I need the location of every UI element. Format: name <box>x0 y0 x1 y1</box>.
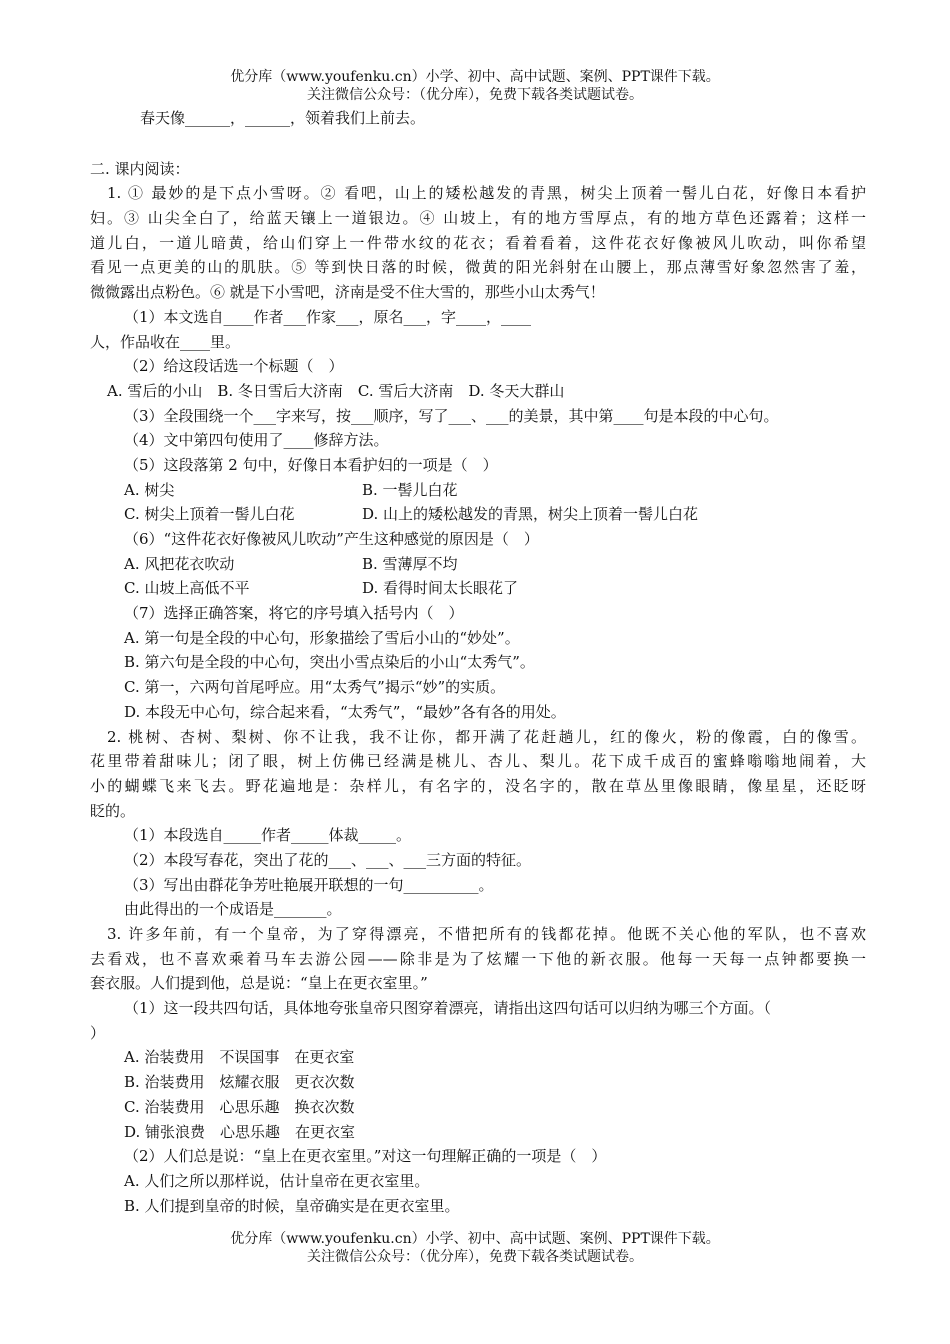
passage3-line: 套衣服。人们提到他，总是说：“皇上在更衣室里。” <box>90 974 428 993</box>
p1-question-6: （6）“这件花衣好像被风儿吹动”产生这种感觉的原因是（ ） <box>124 530 539 548</box>
passage1-line: 微微露出点粉色。⑥ 就是下小雪吧，济南是受不住大雪的，那些小山太秀气！ <box>90 283 605 302</box>
p2-question-3: （3）写出由群花争芳吐艳展开联想的一句__________。 <box>124 875 494 894</box>
option-a: A. 风把花衣吹动 <box>124 554 235 573</box>
p1-q7-option-c: C. 第一，六两句首尾呼应。用“太秀气”揭示“妙”的实质。 <box>124 678 506 697</box>
p1-question-4: （4）文中第四句使用了____修辞方法。 <box>124 431 389 450</box>
page-footer <box>0 1230 950 1266</box>
passage3-line: 去看戏，也不喜欢乘着马车去游公园——除非是为了炫耀一下他的新衣服。他每一天每一点钟都要换一 <box>90 949 866 968</box>
p2-question-4: 由此得出的一个成语是_______。 <box>124 900 342 919</box>
document-body <box>90 106 866 1218</box>
option-c: C. 树尖上顶着一髻儿白花 <box>124 505 295 524</box>
section-title: 二. 课内阅读： <box>90 159 190 178</box>
option-b: B. 雪薄厚不均 <box>362 554 458 573</box>
passage1-line: 看见一点更美的山的肌肤。⑤ 等到快日落的时候，微黄的阳光斜射在山腰上，那点薄雪好象忽然害了羞， <box>90 258 866 277</box>
p3-q1-option: D. 铺张浪费 心思乐趣 在更衣室 <box>124 1122 356 1141</box>
p3-q1-option: B. 治装费用 炫耀衣服 更衣次数 <box>124 1073 355 1092</box>
passage1-line: 道儿白，一道儿暗黄，给山们穿上一件带水纹的花衣；看着看着，这件花衣好像被风儿吹动，叫你希望 <box>90 233 866 252</box>
header-line-2: 关注微信公众号：（优分库），免费下载各类试题试卷。 <box>307 87 643 103</box>
passage2-line: 小的蝴蝶飞来飞去。野花遍地是：杂样儿，有名字的，没名字的，散在草丛里像眼睛，像星星，还眨呀 <box>90 776 866 795</box>
header-line-1: 优分库（www.youfenku.cn）小学、初中、高中试题、案例、PPT课件下载。 <box>230 69 720 85</box>
option-b: B. 一髻儿白花 <box>362 480 458 499</box>
p1-question-2-options: A. 雪后的小山 B. 冬日雪后大济南 C. 雪后大济南 D. 冬天大群山 <box>107 381 565 400</box>
p3-question-1b: ） <box>90 1023 106 1042</box>
p1-q7-option-b: B. 第六句是全段的中心句，突出小雪点染后的小山“太秀气”。 <box>124 653 535 672</box>
p2-question-2: （2）本段写春花，突出了花的___、___、___三方面的特征。 <box>124 850 532 869</box>
p3-q1-option: C. 治装费用 心思乐趣 换衣次数 <box>124 1097 355 1116</box>
option-c: C. 山坡上高低不平 <box>124 579 250 598</box>
footer-line-2: 关注微信公众号：（优分库），免费下载各类试题试卷。 <box>307 1249 643 1265</box>
page-header <box>0 68 950 104</box>
p1-q7-option-d: D. 本段无中心句，综合起来看，“太秀气”，“最妙”各有各的用处。 <box>124 702 566 721</box>
p1-question-1b: 人，作品收在____里。 <box>90 332 241 351</box>
p3-q2-option-a: A. 人们之所以那样说，估计皇帝在更衣室里。 <box>124 1171 430 1190</box>
p1-question-1a: （1）本文选自____作者___作家___，原名___，字____，____ <box>124 307 532 326</box>
passage2-line: 花里带着甜味儿；闭了眼，树上仿佛已经满是桃儿、杏儿、梨儿。花下成千成百的蜜蜂嗡嗡地闹着，大 <box>90 752 866 771</box>
intro-sentence: 春天像______，______，领着我们上前去。 <box>140 109 426 127</box>
p1-question-3: （3）全段围绕一个___字来写，按___顺序，写了___、___的美景，其中第____句是本段的中心句。 <box>124 406 779 425</box>
p1-q6-options-row1 <box>90 552 866 577</box>
p1-q5-options-row1 <box>90 478 866 503</box>
passage2-line: 2. 桃树、杏树、梨树、你不让我，我不让你，都开满了花赶趟儿，红的像火，粉的像霞，白的像雪。 <box>107 727 866 746</box>
option-d: D. 看得时间太长眼花了 <box>362 579 519 598</box>
p1-q6-options-row2 <box>90 576 866 601</box>
passage2-line: 眨的。 <box>90 801 136 820</box>
p3-question-2: （2）人们总是说：“皇上在更衣室里。”对这一句理解正确的一项是（ ） <box>124 1147 607 1166</box>
p1-q7-option-a: A. 第一句是全段的中心句，形象描绘了雪后小山的“妙处”。 <box>124 628 520 647</box>
passage3-line: 3. 许多年前，有一个皇帝，为了穿得漂亮，不惜把所有的钱都花掉。他既不关心他的军队，也不喜欢 <box>107 925 866 943</box>
p3-q2-option-b: B. 人们提到皇帝的时候，皇帝确实是在更衣室里。 <box>124 1196 460 1215</box>
p1-question-5: （5）这段落第 2 句中，好像日本看护妇的一项是（ ） <box>124 455 498 474</box>
option-d: D. 山上的矮松越发的青黑，树尖上顶着一髻儿白花 <box>362 505 699 524</box>
passage1-line: 妇。③ 山尖全白了，给蓝天镶上一道银边。④ 山坡上，有的地方雪厚点，有的地方草色还露着；这样一 <box>90 209 866 228</box>
p3-question-1a: （1）这一段共四句话，具体地夸张皇帝只图穿着漂亮，请指出这四句话可以归纳为哪三个方面。（ <box>124 999 772 1018</box>
p2-question-1: （1）本段选自_____作者_____体裁_____。 <box>124 826 412 845</box>
p1-q5-options-row2 <box>90 502 866 527</box>
p1-question-2: （2）给这段话选一个标题（ ） <box>124 357 344 376</box>
footer-line-1: 优分库（www.youfenku.cn）小学、初中、高中试题、案例、PPT课件下载。 <box>230 1231 720 1247</box>
p1-question-7: （7）选择正确答案，将它的序号填入括号内（ ） <box>124 604 464 623</box>
p3-q1-option: A. 治装费用 不误国事 在更衣室 <box>124 1048 355 1067</box>
passage1-line: 1. ① 最妙的是下点小雪呀。② 看吧，山上的矮松越发的青黑，树尖上顶着一髻儿白花，好像日本看护 <box>107 184 866 203</box>
option-a: A. 树尖 <box>124 480 175 499</box>
